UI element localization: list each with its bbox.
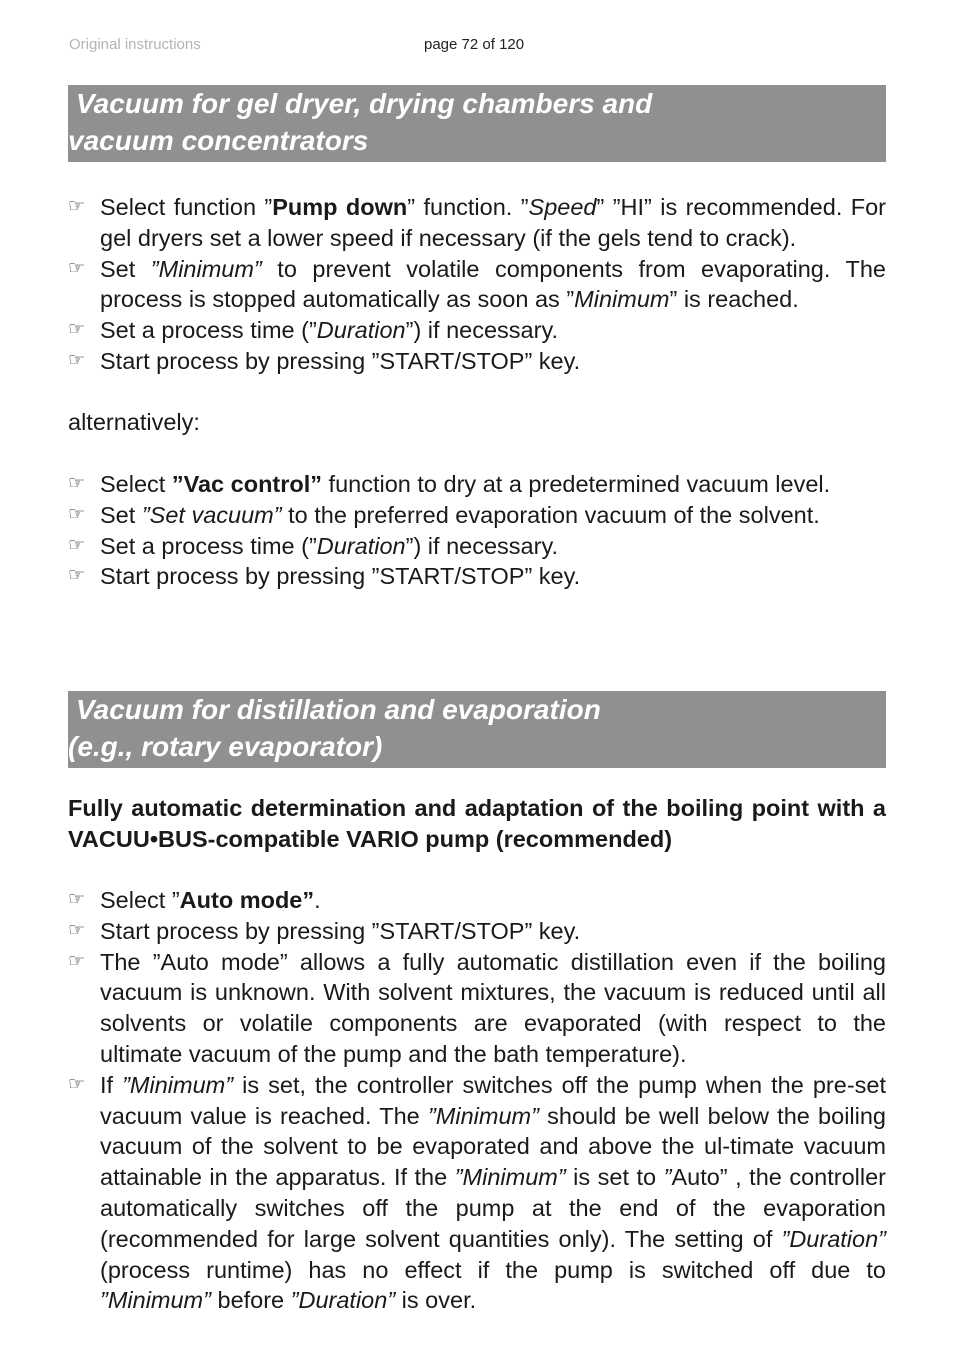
section-title-distillation <box>68 691 886 768</box>
text: ” function. ” <box>407 194 529 220</box>
italic-text: ”Minimum” <box>454 1164 566 1191</box>
text: Set <box>100 501 142 528</box>
text: is over. <box>395 1287 477 1314</box>
italic-text: Minimum <box>574 286 670 313</box>
text: ” is reached. <box>669 286 799 313</box>
bullet-list-vac-control <box>68 469 886 592</box>
list-item <box>68 1070 886 1316</box>
text: ” ”HI” is recommended. For gel dryers set a lower speed if necessary (if the gels tend to crack). <box>100 194 886 251</box>
pointing-hand-icon: ☞ <box>68 196 86 217</box>
text: is set to <box>565 1164 664 1191</box>
section-title-line-2: (e.g., rotary evaporator) <box>68 731 383 762</box>
italic-text: ”Duration” <box>781 1225 886 1252</box>
text: Start process by pressing ”START/STOP” key. <box>100 347 581 374</box>
text: to prevent volatile components from evaporating. The process is stopped automatically as soon as ” <box>100 255 886 313</box>
list-item <box>68 885 886 916</box>
text: should be well below the boiling vacuum of the solvent to be evaporated and above the ul-timate vacuum attainable in the apparatus. If the <box>100 1102 886 1191</box>
list-item <box>68 346 886 377</box>
italic-text: Speed <box>528 194 597 220</box>
alternatively-label: alternatively: <box>68 409 200 435</box>
pointing-hand-icon: ☞ <box>68 950 86 972</box>
text: Select function ” <box>100 194 273 220</box>
bullet-list-auto-mode <box>68 885 886 1316</box>
text: ”) if necessary. <box>405 532 558 559</box>
list-item <box>68 561 886 592</box>
pointing-hand-icon: ☞ <box>68 534 86 556</box>
italic-text: Duration <box>316 532 406 559</box>
text: Set a process time (” <box>100 532 317 559</box>
italic-text: ”Minimum” <box>100 1287 211 1314</box>
pointing-hand-icon: ☞ <box>68 349 86 371</box>
list-item <box>68 500 886 531</box>
text: to the preferred evaporation vacuum of the solvent. <box>281 501 820 528</box>
list-item <box>68 916 886 947</box>
text: The ”Auto mode” allows a fully automatic distillation even if the boiling vacuum is unknown. With solvent mixtures, the vacuum is reduced until all solvents or volatile components are evaporated (with respect to the ultimate vacuum of the pump and the bath temperature). <box>100 948 886 1067</box>
italic-text: ”Minimum” <box>427 1102 539 1129</box>
text: ”) if necessary. <box>405 317 558 344</box>
list-item <box>68 947 886 1070</box>
italic-text: ”Minimum” <box>122 1071 234 1098</box>
text: Set <box>100 255 151 282</box>
italic-text: ”Set vacuum” <box>141 501 282 528</box>
section-title-line-1: Vacuum for gel dryer, drying chambers and <box>76 88 653 119</box>
pointing-hand-icon: ☞ <box>68 503 86 525</box>
pointing-hand-icon: ☞ <box>68 1073 86 1095</box>
text: is set, the controller switches off the pump when the pre-set vacuum value is reached. The <box>100 1071 886 1129</box>
text: Set a process time (” <box>100 317 317 344</box>
italic-text: ” <box>663 1164 672 1191</box>
bold-text: Auto mode” <box>179 887 315 913</box>
text: . <box>314 887 321 913</box>
pointing-hand-icon: ☞ <box>68 889 86 910</box>
italic-text: ”Duration” <box>290 1287 396 1314</box>
bold-text: ”Vac control” <box>171 471 323 497</box>
pointing-hand-icon: ☞ <box>68 257 86 279</box>
list-item <box>68 315 886 346</box>
bold-text: Pump down <box>272 194 408 220</box>
section-title-line-1: Vacuum for distillation and evaporation <box>76 694 601 725</box>
list-item <box>68 192 886 254</box>
list-item <box>68 254 886 316</box>
list-item <box>68 531 886 562</box>
pointing-hand-icon: ☞ <box>68 319 86 341</box>
italic-text: ”Minimum” <box>150 255 262 282</box>
text: before <box>210 1287 291 1314</box>
text: Start process by pressing ”START/STOP” key. <box>100 563 581 590</box>
bullet-list-pump-down <box>68 192 886 377</box>
section-title-line-2: vacuum concentrators <box>68 125 369 156</box>
text: function to dry at a predetermined vacuum level. <box>322 471 831 497</box>
list-item <box>68 469 886 500</box>
text: Select <box>100 471 172 497</box>
text: Start process by pressing ”START/STOP” key. <box>100 917 581 944</box>
text: (process runtime) has no effect if the pump is switched off due to <box>100 1256 886 1283</box>
text: Select ” <box>100 887 180 913</box>
pointing-hand-icon: ☞ <box>68 919 86 941</box>
pointing-hand-icon: ☞ <box>68 473 86 494</box>
italic-text: Duration <box>316 317 406 344</box>
page-number: page 72 of 120 <box>424 36 525 53</box>
subheading-auto-mode: Fully automatic determination and adaptation of the boiling point with a VACUU•BUS-compatible VARIO pump (recommended) <box>68 795 886 852</box>
text: Auto” , the controller automatically switches off the pump at the end of the evaporation (recommended for large solvent quantities only). The setting of <box>100 1164 886 1252</box>
section-title-gel-dryer <box>68 85 886 162</box>
text: If <box>100 1071 123 1098</box>
pointing-hand-icon: ☞ <box>68 565 86 587</box>
page-header-left: Original instructions <box>69 36 201 53</box>
